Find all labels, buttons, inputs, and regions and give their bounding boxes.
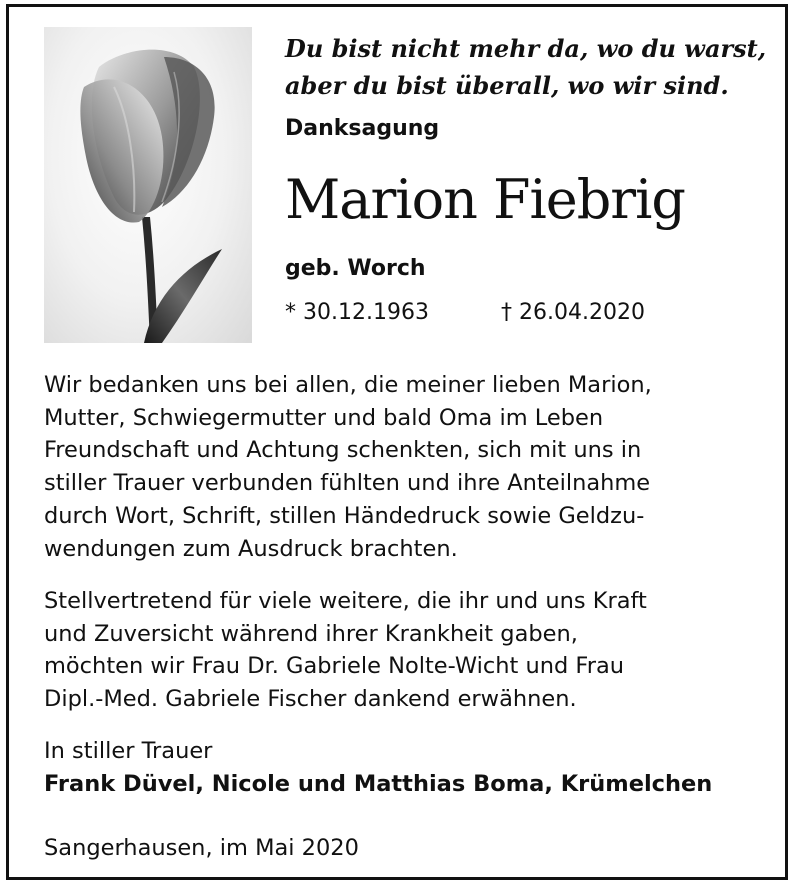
paragraph-line: stiller Trauer verbunden fühlten und ihre Anteilnahme — [44, 470, 651, 497]
maiden-name: geb. Worch — [285, 256, 426, 281]
tulip-icon — [44, 27, 252, 343]
signature-intro: In stiller Trauer — [44, 738, 213, 764]
deceased-name: Marion Fiebrig — [285, 168, 685, 231]
death-date: † 26.04.2020 — [501, 300, 645, 325]
paragraph-line: Stellvertretend für viele weitere, die ihr und uns Kraft — [44, 588, 647, 614]
heading-danksagung: Danksagung — [285, 116, 440, 141]
paragraph-line: Dipl.-Med. Gabriele Fischer dankend erwähnen. — [44, 686, 577, 713]
motto-line-2: aber du bist überall, wo wir sind. — [285, 71, 729, 100]
paragraph-line: wendungen zum Ausdruck brachten. — [44, 535, 458, 562]
acknowledgement-paragraph — [44, 585, 774, 716]
mourner-names: Frank Düvel, Nicole und Matthias Boma, Krümelchen — [44, 770, 713, 797]
paragraph-line: durch Wort, Schrift, stillen Händedruck sowie Geldzu- — [44, 502, 645, 529]
paragraph-line: und Zuversicht während ihrer Krankheit gaben, — [44, 620, 578, 647]
paragraph-line: möchten wir Frau Dr. Gabriele Nolte-Wicht und Frau — [44, 653, 625, 680]
paragraph-line: Wir bedanken uns bei allen, die meiner lieben Marion, — [44, 372, 652, 398]
signature-block — [44, 735, 774, 800]
tulip-photo — [44, 27, 252, 343]
paragraph-line: Freundschaft und Achtung schenkten, sich mit uns in — [44, 437, 642, 464]
paragraph-line: Mutter, Schwiegermutter und bald Oma im Leben — [44, 404, 604, 431]
life-dates — [285, 300, 645, 325]
motto-quote — [285, 30, 765, 104]
thanks-paragraph — [44, 369, 774, 565]
place-date: Sangerhausen, im Mai 2020 — [44, 835, 359, 861]
birth-date: * 30.12.1963 — [285, 300, 429, 325]
motto-line-1: Du bist nicht mehr da, wo du warst, — [285, 34, 767, 63]
